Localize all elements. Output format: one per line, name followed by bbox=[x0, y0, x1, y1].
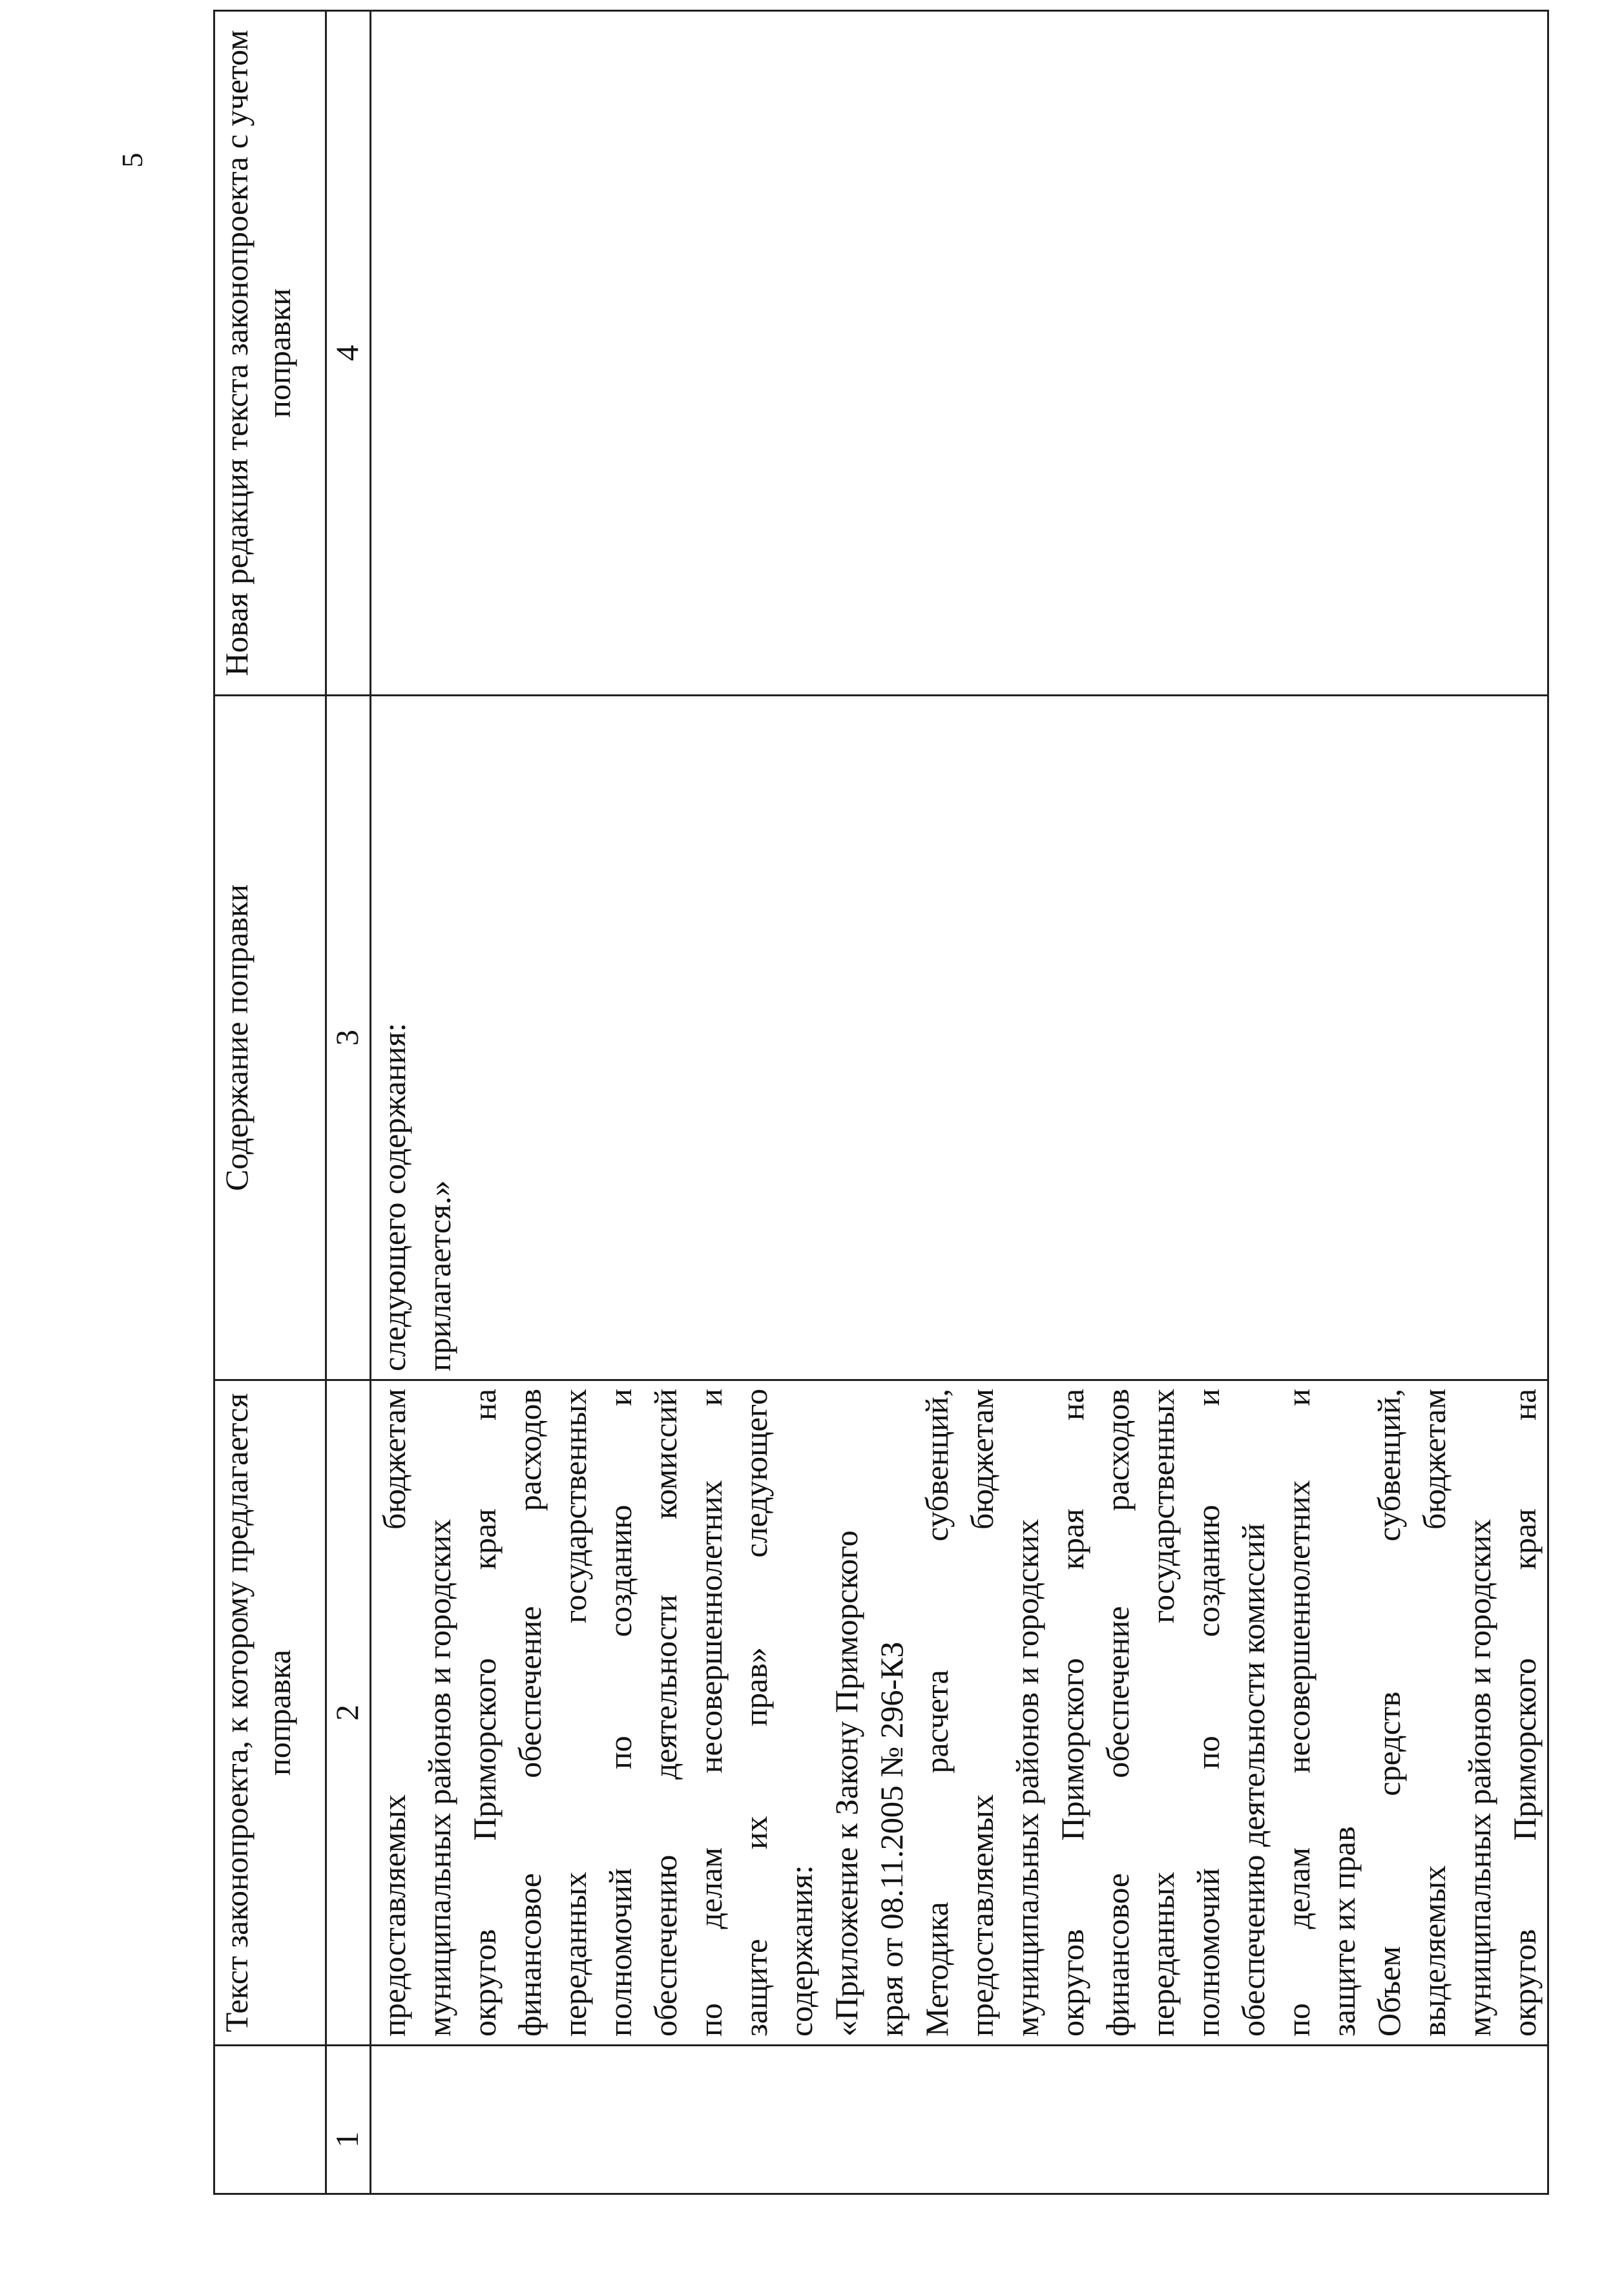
text-line: обеспечению деятельности комиссий bbox=[647, 1389, 683, 2037]
text-line: предоставляемых бюджетам bbox=[964, 1389, 1000, 2037]
column-index-2: 2 bbox=[326, 1380, 371, 2046]
text-line: по делам несовершеннолетних и bbox=[692, 1389, 729, 2037]
bill-text-cell bbox=[371, 1380, 1548, 2046]
table-header-row bbox=[214, 11, 326, 2194]
text-line: финансовое обеспечение расходов bbox=[512, 1389, 548, 2037]
text-line: края от 08.11.2005 № 296-КЗ bbox=[873, 1641, 910, 2037]
text-line: муниципальных районов и городских bbox=[1461, 1519, 1497, 2037]
text-line: Объем средств субвенций, bbox=[1371, 1389, 1407, 2037]
header-bill-text: Текст законопроекта, к которому предлагается поправка bbox=[214, 1380, 326, 2046]
text-line: переданных государственных bbox=[557, 1389, 593, 2037]
column-index-1: 1 bbox=[326, 2046, 371, 2194]
body-cell-1 bbox=[371, 2046, 1548, 2194]
table-body-row bbox=[371, 11, 1548, 2194]
text-line: «Приложение к Закону Приморского bbox=[828, 1530, 864, 2037]
text-line: предоставляемых бюджетам bbox=[376, 1389, 412, 2037]
text-line: муниципальных районов и городских bbox=[421, 1519, 457, 2037]
text-line: полномочий по созданию и bbox=[602, 1389, 638, 2037]
text-line: полномочий по созданию и bbox=[1190, 1389, 1226, 2037]
text-line: округов Приморского края на bbox=[1054, 1389, 1090, 2037]
text-line: следующего содержания: bbox=[376, 1022, 412, 1371]
header-new-revision: Новая редакция текста законопроекта с учетом поправки bbox=[214, 11, 326, 696]
amendment-content-cell bbox=[371, 696, 1548, 1380]
new-revision-cell bbox=[371, 11, 1548, 696]
text-line: обеспечению деятельности комиссий bbox=[1235, 1523, 1271, 2037]
header-col-1 bbox=[214, 2046, 326, 2194]
text-line: содержания: bbox=[783, 1865, 819, 2037]
text-line: по делам несовершеннолетних и bbox=[1280, 1389, 1317, 2037]
column-index-3: 3 bbox=[326, 696, 371, 1380]
page-number: 5 bbox=[116, 152, 149, 168]
text-line: защите их прав» следующего bbox=[738, 1389, 774, 2037]
text-line: переданных государственных bbox=[1145, 1389, 1181, 2037]
header-amendment-content: Содержание поправки bbox=[214, 696, 326, 1380]
text-line: округов Приморского края на bbox=[1506, 1389, 1543, 2037]
text-line: прилагается.» bbox=[421, 1180, 457, 1371]
text-line: округов Приморского края на bbox=[466, 1389, 503, 2037]
rotated-table-wrapper bbox=[213, 12, 1543, 2195]
text-line: выделяемых бюджетам bbox=[1416, 1389, 1452, 2037]
column-index-row bbox=[326, 11, 371, 2194]
text-line: Методика расчета субвенций, bbox=[919, 1389, 955, 2037]
text-line: защите их прав bbox=[1326, 1826, 1362, 2037]
text-line: финансовое обеспечение расходов bbox=[1099, 1389, 1136, 2037]
text-line: муниципальных районов и городских bbox=[1009, 1519, 1045, 2037]
column-index-4: 4 bbox=[326, 11, 371, 696]
amendment-table bbox=[213, 10, 1549, 2195]
